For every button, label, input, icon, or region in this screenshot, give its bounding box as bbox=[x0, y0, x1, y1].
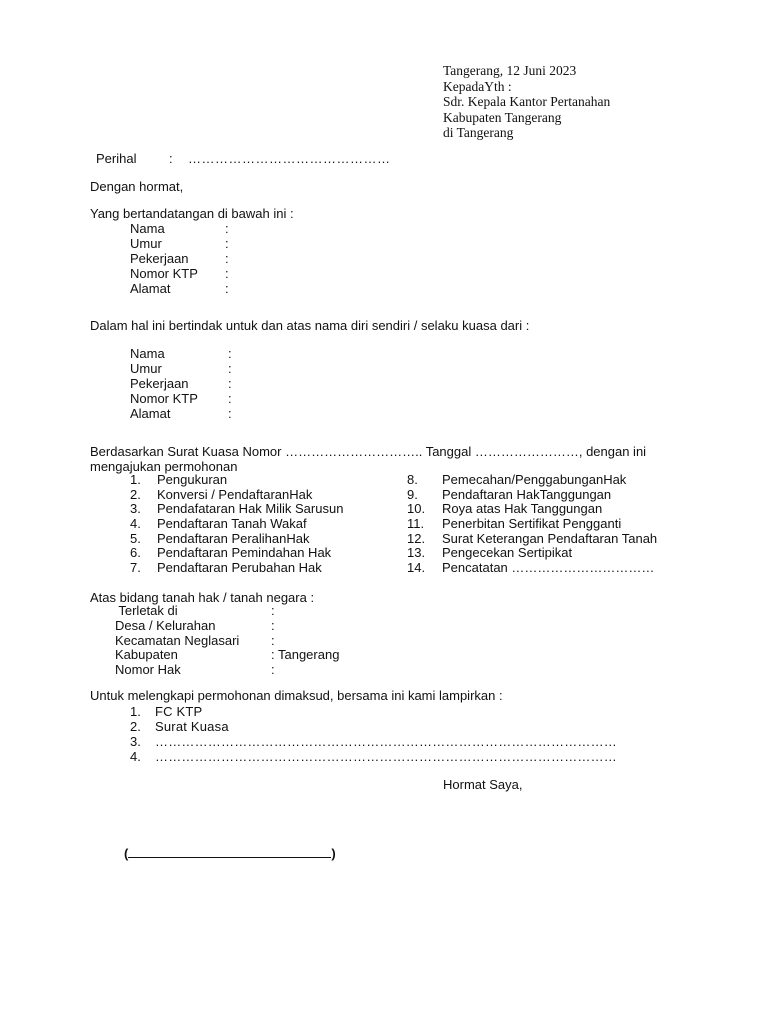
field-colon: : bbox=[225, 236, 229, 251]
item-text: …………………………………………………………………………………………… bbox=[155, 734, 617, 749]
field-label: Desa / Kelurahan bbox=[115, 617, 216, 633]
closing: Hormat Saya, bbox=[443, 777, 523, 792]
land-intro: Atas bidang tanah hak / tanah negara : bbox=[90, 590, 315, 605]
recipient-line-1: Sdr. Kepala Kantor Pertanahan bbox=[443, 94, 611, 109]
item-text: Pendaftaran Perubahan Hak bbox=[157, 560, 322, 576]
item-text: Pengukuran bbox=[157, 472, 228, 487]
item-text: Penerbitan Sertifikat Pengganti bbox=[442, 516, 622, 532]
field-colon: : bbox=[228, 406, 232, 421]
item-text: Surat Keterangan Pendaftaran Tanah bbox=[442, 530, 658, 546]
item-text: Pendaftaran Pemindahan Hak bbox=[157, 545, 332, 561]
item-text: Pemecahan/PenggabunganHak bbox=[442, 472, 627, 487]
item-text: Pendaftaran HakTanggungan bbox=[442, 486, 612, 502]
field-label: Umur bbox=[130, 361, 162, 376]
item-number: 4. bbox=[130, 749, 141, 764]
item-text: Pendafataran Hak Milik Sarusun bbox=[157, 501, 344, 517]
basis-line-2: mengajukan permohonan bbox=[90, 459, 238, 474]
field-label: Kecamatan Neglasari bbox=[115, 632, 240, 648]
item-number: 14. bbox=[407, 560, 426, 576]
field-colon: : bbox=[225, 251, 229, 266]
field-label: Umur bbox=[130, 236, 162, 251]
item-number: 3. bbox=[130, 734, 141, 749]
item-number: 4. bbox=[130, 516, 141, 532]
item-text: Pengecekan Sertipikat bbox=[442, 545, 573, 561]
basis-line-1: Berdasarkan Surat Kuasa Nomor ………………………….. Tanggal ……………………, dengan ini bbox=[90, 444, 647, 459]
field-colon: : bbox=[225, 221, 229, 236]
field-label: Nomor KTP bbox=[130, 391, 198, 406]
item-number: 9. bbox=[407, 486, 418, 502]
field-label: Nomor Hak bbox=[115, 662, 181, 678]
item-text: Pendaftaran Tanah Wakaf bbox=[157, 516, 307, 532]
field-label: Nomor KTP bbox=[130, 266, 198, 281]
recipient-block bbox=[443, 63, 610, 141]
field-colon: : bbox=[225, 266, 229, 281]
item-text: Pencatatan …………………………… bbox=[442, 560, 655, 576]
field-colon: : bbox=[225, 281, 229, 296]
place-date: Tangerang, 12 Juni 2023 bbox=[443, 63, 577, 78]
field-colon: : bbox=[228, 361, 232, 376]
item-text: FC KTP bbox=[155, 704, 203, 719]
item-number: 8. bbox=[407, 472, 418, 487]
item-text: Pendaftaran PeralihanHak bbox=[157, 530, 310, 546]
field-colon: : bbox=[271, 603, 275, 618]
item-number: 1. bbox=[130, 704, 141, 719]
item-number: 7. bbox=[130, 560, 141, 576]
field-label: Terletak di bbox=[115, 603, 178, 618]
item-text: Konversi / PendaftaranHak bbox=[157, 486, 313, 502]
field-colon: : bbox=[228, 346, 232, 361]
item-number: 2. bbox=[130, 486, 141, 502]
signature-line bbox=[128, 846, 331, 858]
item-number: 12. bbox=[407, 530, 426, 546]
field-colon: : bbox=[271, 632, 275, 648]
greeting: Dengan hormat, bbox=[90, 179, 184, 194]
field-colon: : bbox=[228, 376, 232, 391]
field-label: Pekerjaan bbox=[130, 251, 189, 266]
field-label: Nama bbox=[130, 221, 165, 236]
signature-close-paren: ) bbox=[331, 846, 336, 861]
perihal-colon: : bbox=[169, 151, 173, 166]
perihal-label: Perihal bbox=[96, 151, 137, 166]
attachments-intro: Untuk melengkapi permohonan dimaksud, bersama ini kami lampirkan : bbox=[90, 688, 503, 703]
field-label: Nama bbox=[130, 346, 165, 361]
item-text: …………………………………………………………………………………………… bbox=[155, 749, 617, 764]
field-colon: : bbox=[228, 391, 232, 406]
item-text: Roya atas Hak Tanggungan bbox=[442, 501, 603, 517]
signature-open-paren: ( bbox=[124, 846, 129, 861]
item-number: 5. bbox=[130, 530, 141, 546]
recipient-line-2: Kabupaten Tangerang bbox=[443, 109, 562, 125]
field-label: Kabupaten bbox=[115, 647, 178, 663]
recipient-to: KepadaYth : bbox=[443, 78, 512, 94]
recipient-line-3: di Tangerang bbox=[443, 125, 514, 140]
field-label: Pekerjaan bbox=[130, 376, 189, 391]
acting-intro: Dalam hal ini bertindak untuk dan atas nama diri sendiri / selaku kuasa dari : bbox=[90, 318, 530, 333]
field-colon: : bbox=[271, 617, 275, 633]
item-number: 10. bbox=[407, 501, 426, 517]
item-number: 3. bbox=[130, 501, 141, 517]
item-number: 11. bbox=[407, 516, 425, 532]
perihal-value: ……………………………………… bbox=[188, 151, 391, 166]
signature-block bbox=[124, 846, 336, 861]
item-number: 6. bbox=[130, 545, 141, 561]
undersigned-intro: Yang bertandatangan di bawah ini : bbox=[90, 206, 294, 221]
item-number: 2. bbox=[130, 719, 141, 734]
item-text: Surat Kuasa bbox=[155, 719, 229, 734]
field-colon: : Tangerang bbox=[271, 647, 340, 663]
item-number: 1. bbox=[130, 472, 141, 487]
field-label: Alamat bbox=[130, 406, 171, 421]
field-colon: : bbox=[271, 662, 275, 678]
field-label: Alamat bbox=[130, 281, 171, 296]
item-number: 13. bbox=[407, 545, 426, 561]
